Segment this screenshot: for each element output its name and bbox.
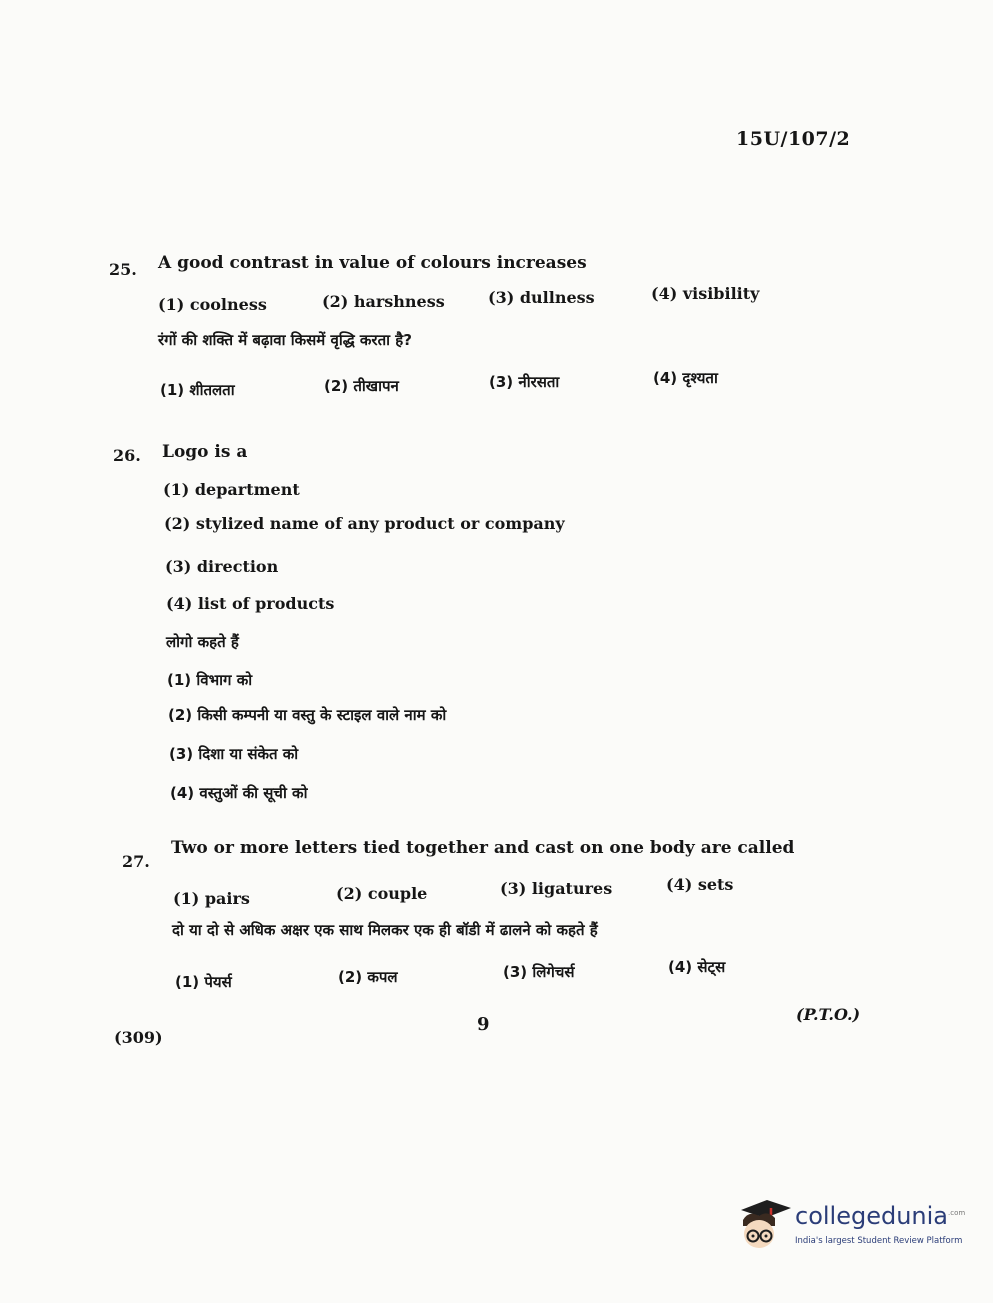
option-hi-4: (4) सेट्स — [668, 958, 726, 976]
question-text-hi: दो या दो से अधिक अक्षर एक साथ मिलकर एक ही बॉडी में ढालने को कहते हैं — [172, 921, 598, 939]
brand-logo — [735, 1196, 965, 1258]
option-en-2: (2) couple — [336, 884, 428, 903]
question-number: 25. — [109, 260, 137, 279]
option-hi-4: (4) दृश्यता — [653, 369, 718, 387]
brand-suffix: .com — [948, 1209, 966, 1217]
paper-code: (309) — [114, 1028, 163, 1047]
question-text-en: Two or more letters tied together and cast on one body are called — [171, 838, 795, 858]
option-hi-3: (3) नीरसता — [489, 373, 560, 391]
option-en-4: (4) sets — [666, 875, 734, 894]
mascot-icon — [735, 1196, 791, 1258]
option-en-3: (3) ligatures — [500, 879, 613, 898]
brand-name — [795, 1202, 965, 1230]
option-hi-3: (3) दिशा या संकेत को — [169, 745, 299, 763]
option-en-1: (1) pairs — [173, 889, 250, 908]
option-hi-1: (1) शीतलता — [160, 381, 235, 399]
option-en-2: (2) harshness — [322, 292, 445, 311]
option-en-3: (3) dullness — [488, 288, 595, 307]
option-hi-2: (2) किसी कम्पनी या वस्तु के स्टाइल वाले नाम को — [168, 706, 447, 724]
brand-name-text: collegedunia — [795, 1202, 949, 1230]
option-hi-1: (1) पेयर्स — [175, 973, 232, 991]
question-text-en: Logo is a — [162, 442, 248, 462]
page-code: 15U/107/2 — [736, 128, 851, 150]
question-text-hi: लोगो कहते हैं — [166, 633, 239, 651]
page-number: 9 — [477, 1014, 490, 1035]
question-text-hi: रंगों की शक्ति में बढ़ावा किसमें वृद्धि करता है? — [158, 331, 412, 349]
pto-label: (P.T.O.) — [796, 1005, 861, 1024]
option-en-4: (4) visibility — [651, 284, 760, 303]
option-hi-4: (4) वस्तुओं की सूची को — [170, 784, 308, 802]
option-hi-3: (3) लिगेचर्स — [503, 963, 575, 981]
option-en-4: (4) list of products — [166, 594, 335, 613]
option-hi-2: (2) कपल — [338, 968, 398, 986]
question-text-en: A good contrast in value of colours increases — [158, 253, 587, 273]
option-hi-1: (1) विभाग को — [167, 671, 253, 689]
option-hi-2: (2) तीखापन — [324, 377, 399, 395]
option-en-3: (3) direction — [165, 557, 279, 576]
question-number: 27. — [122, 852, 150, 871]
question-number: 26. — [113, 446, 141, 465]
option-en-1: (1) coolness — [158, 295, 267, 314]
option-en-1: (1) department — [163, 480, 300, 499]
option-en-2: (2) stylized name of any product or company — [164, 514, 565, 533]
brand-tagline: India's largest Student Review Platform — [795, 1236, 963, 1246]
